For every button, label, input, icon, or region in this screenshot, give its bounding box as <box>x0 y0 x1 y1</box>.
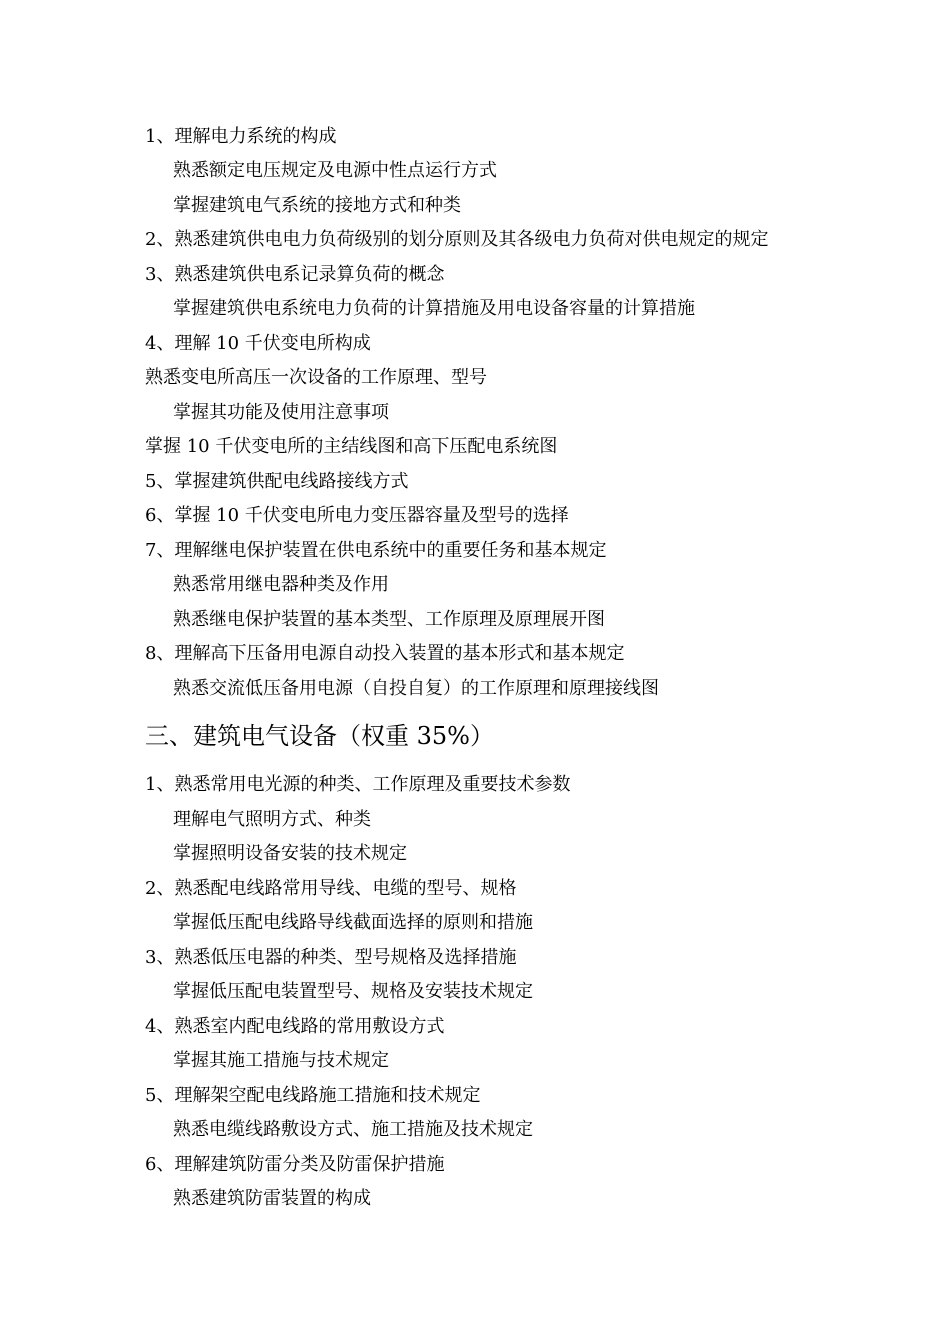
list-item: 6、掌握 10 千伏变电所电力变压器容量及型号的选择 <box>145 505 569 526</box>
list-item: 熟悉常用继电器种类及作用 <box>173 574 389 595</box>
list-item: 熟悉交流低压备用电源（自投自复）的工作原理和原理接线图 <box>173 678 659 699</box>
list-item: 2、熟悉配电线路常用导线、电缆的型号、规格 <box>145 878 517 899</box>
list-item: 熟悉建筑防雷装置的构成 <box>173 1188 371 1209</box>
list-item: 1、熟悉常用电光源的种类、工作原理及重要技术参数 <box>145 774 571 795</box>
list-item: 熟悉电缆线路敷设方式、施工措施及技术规定 <box>173 1119 533 1140</box>
list-item: 6、理解建筑防雷分类及防雷保护措施 <box>145 1154 445 1175</box>
list-item: 掌握低压配电线路导线截面选择的原则和措施 <box>173 912 533 933</box>
list-item: 掌握其功能及使用注意事项 <box>173 402 389 423</box>
list-item: 7、理解继电保护装置在供电系统中的重要任务和基本规定 <box>145 540 607 561</box>
list-item: 掌握照明设备安装的技术规定 <box>173 843 407 864</box>
list-item: 8、理解高下压备用电源自动投入装置的基本形式和基本规定 <box>145 643 625 664</box>
list-item: 2、熟悉建筑供电电力负荷级别的划分原则及其各级电力负荷对供电规定的规定 <box>145 229 769 250</box>
list-item: 掌握建筑电气系统的接地方式和种类 <box>173 195 461 216</box>
list-item: 4、熟悉室内配电线路的常用敷设方式 <box>145 1016 445 1037</box>
list-item: 掌握建筑供电系统电力负荷的计算措施及用电设备容量的计算措施 <box>173 298 695 319</box>
list-item: 5、理解架空配电线路施工措施和技术规定 <box>145 1085 481 1106</box>
list-item: 4、理解 10 千伏变电所构成 <box>145 333 371 354</box>
list-item: 掌握其施工措施与技术规定 <box>173 1050 389 1071</box>
list-item: 掌握 10 千伏变电所的主结线图和高下压配电系统图 <box>145 436 558 457</box>
list-item: 1、理解电力系统的构成 <box>145 126 337 147</box>
list-item: 3、熟悉建筑供电系记录算负荷的概念 <box>145 264 445 285</box>
section-heading: 三、建筑电气设备（权重 35%） <box>145 722 494 750</box>
list-item: 掌握低压配电装置型号、规格及安装技术规定 <box>173 981 533 1002</box>
list-item: 熟悉额定电压规定及电源中性点运行方式 <box>173 160 497 181</box>
list-item: 5、掌握建筑供配电线路接线方式 <box>145 471 409 492</box>
list-item: 熟悉继电保护装置的基本类型、工作原理及原理展开图 <box>173 609 605 630</box>
list-item: 3、熟悉低压电器的种类、型号规格及选择措施 <box>145 947 517 968</box>
list-item: 熟悉变电所高压一次设备的工作原理、型号 <box>145 367 487 388</box>
list-item: 理解电气照明方式、种类 <box>173 809 371 830</box>
